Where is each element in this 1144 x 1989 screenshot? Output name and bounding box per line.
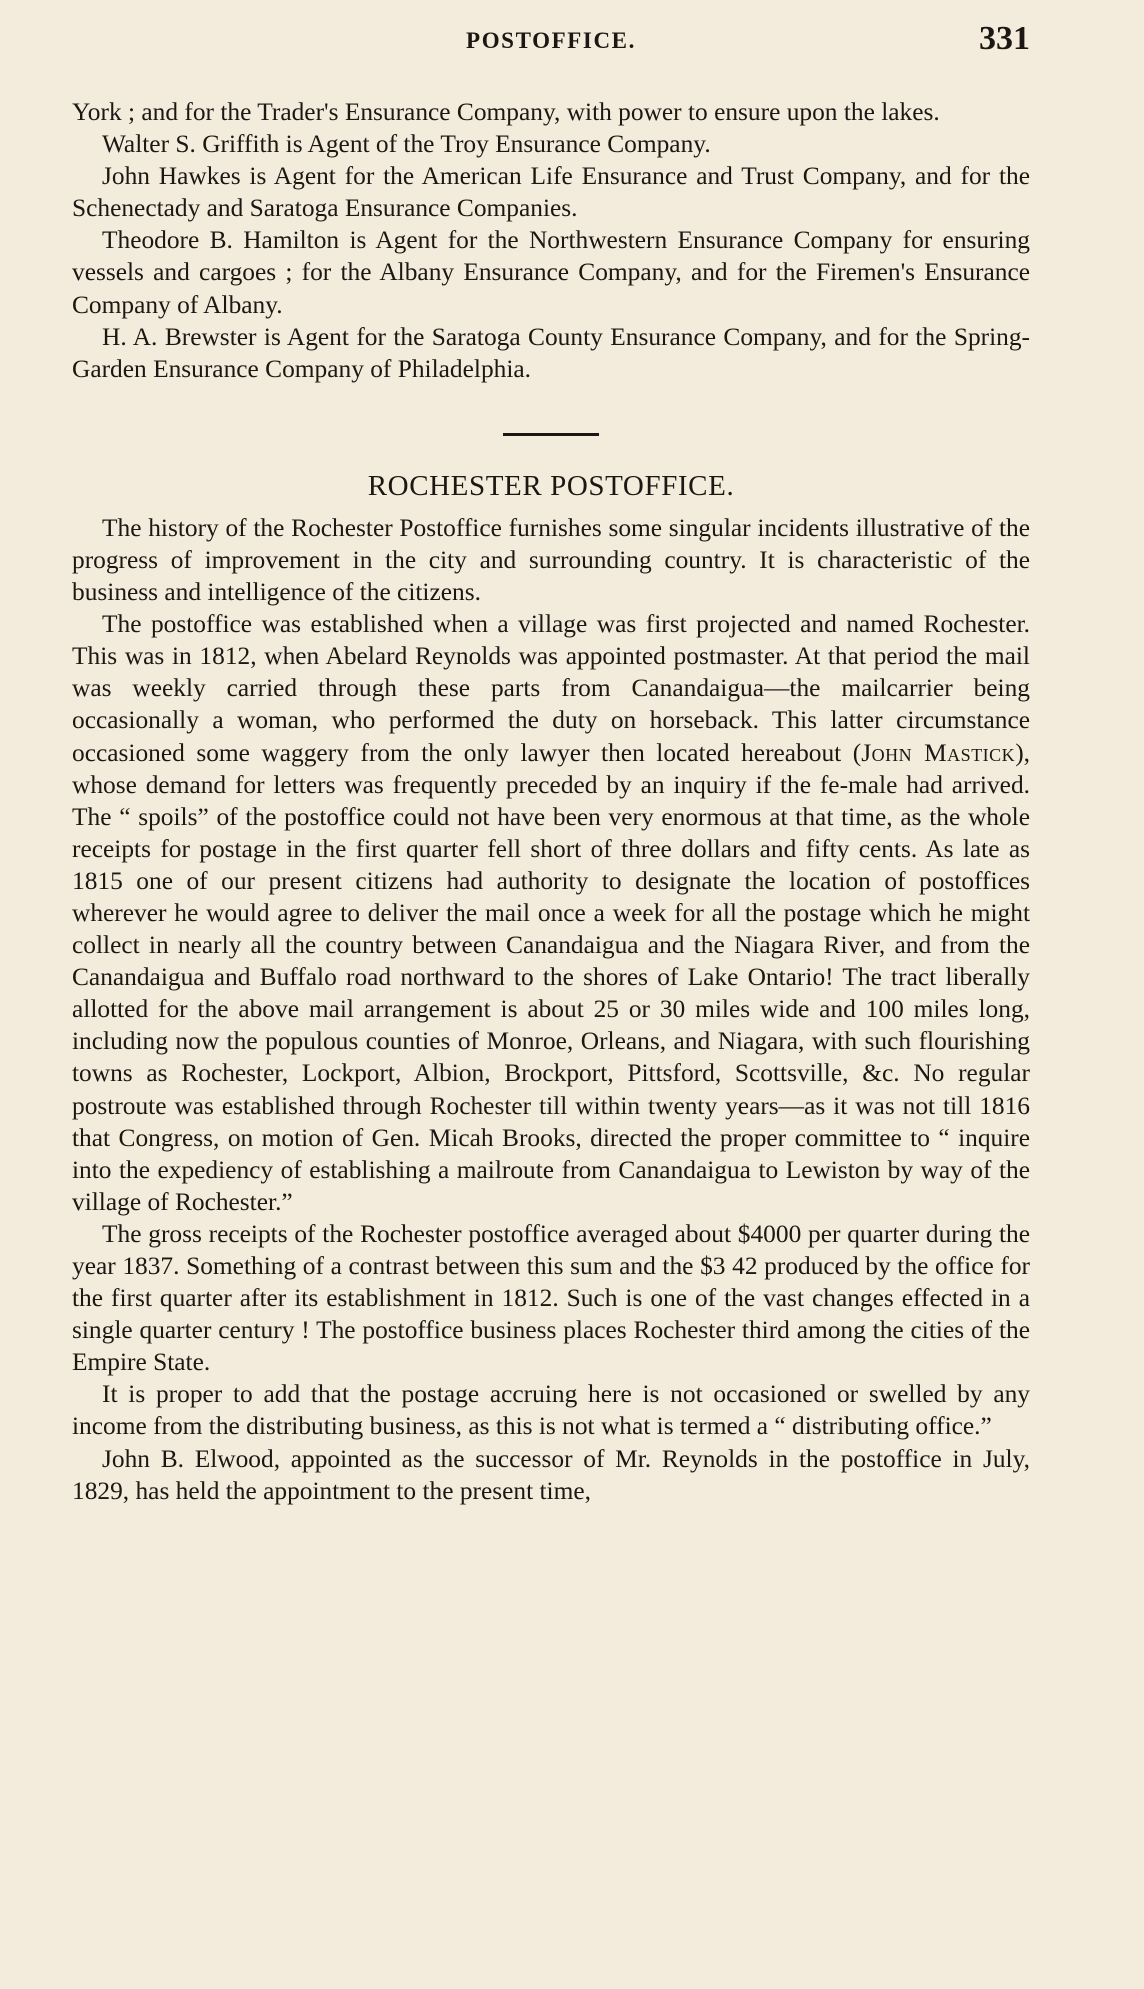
running-head [72, 18, 1030, 62]
running-title: POSTOFFICE. [466, 28, 636, 53]
page-number: 331 [979, 20, 1030, 57]
paragraph-insurance-4: Theodore B. Hamilton is Agent for the Northwestern Ensurance Company for ensuring vessels and cargoes ; for the Albany Ensurance Company, and for the Firemen's Ensurance Company of Albany. [72, 226, 1030, 319]
paragraph-history: The history of the Rochester Postoffice furnishes some singular incidents illustrative of the progress of improvement in the city and surrounding country. It is characteristic of the business and intelligence of the citizens. [72, 513, 1030, 607]
paragraph-establishment-text-b: ), whose demand for letters was frequently preceded by an inquiry if the fe-male had arrived. The “ spoils” of the postoffice could not have been very enormous at that time, as the whole receipts for postage in the first quarter fell short of three dollars and fifty cents. As late as 1815 one of our present citizens had authority to designate the location of postoffices wherever he would agree to deliver the mail once a week for all the postage which he might collect in nearly all the country between Canandaigua and the Niagara River, and from the Canandaigua and Buffalo road northward to the shores of Lake Ontario! The tract liberally allotted for the above mail arrangement is about 25 or 30 miles wide and 100 miles long, including now the populous counties of Monroe, Orleans, and Niagara, with such flourishing towns as Rochester, Lockport, Albion, Brockport, Pittsford, Scottsville, &c. No regular postroute was established through Rochester till within twenty years—as it was not till 1816 that Congress, on motion of Gen. Micah Brooks, directed the proper committee to “ inquire into the expediency of establishing a mailroute from Canandaigua to Lewiston by way of the village of Rochester.” [72, 738, 1030, 1216]
paragraph-distributing: It is proper to add that the postage accruing here is not occasioned or swelled by any income from the distributing business, as this is not what is termed a “ distributing office.” [72, 1380, 1030, 1441]
paragraph-insurance-5: H. A. Brewster is Agent for the Saratoga County Ensurance Company, and for the Spring-Garden Ensurance Company of Philadelphia. [72, 322, 1030, 383]
paragraph-establishment-text-a: The postoffice was established when a village was first projected and named Rochester. This was in 1812, when Abelard Reynolds was appointed postmaster. At that period the mail was weekly carried through these parts from Canandaigua—the mailcarrier being occasionally a woman, who performed the duty on horseback. This latter circumstance occasioned some waggery from the only lawyer then located hereabout ( [72, 610, 1030, 767]
person-name-john-mastick: John Mastick [861, 738, 1016, 767]
paragraph-insurance-2: Walter S. Griffith is Agent of the Troy Ensurance Company. [102, 130, 711, 159]
paragraph-establishment [72, 608, 1030, 1218]
paragraph-receipts: The gross receipts of the Rochester postoffice averaged about $4000 per quarter during the year 1837. Something of a contrast between this sum and the $3 42 produced by the office for the first quarter after its establishment in 1812. Such is one of the vast changes effected in a single quarter century ! The postoffice business places Rochester third among the cities of the Empire State. [72, 1219, 1030, 1377]
paragraph-insurance-1: York ; and for the Trader's Ensurance Company, with power to ensure upon the lakes. [72, 98, 940, 126]
paragraph-insurance-3: John Hawkes is Agent for the American Life Ensurance and Trust Company, and for the Schenectady and Saratoga Ensurance Companies. [72, 162, 1030, 223]
section-title: ROCHESTER POSTOFFICE. [367, 469, 735, 502]
section-divider [503, 433, 599, 436]
paragraph-elwood: John B. Elwood, appointed as the successor of Mr. Reynolds in the postoffice in July, 1829, has held the appointment to the present time, [72, 1444, 1030, 1505]
body-text [72, 96, 1030, 1507]
